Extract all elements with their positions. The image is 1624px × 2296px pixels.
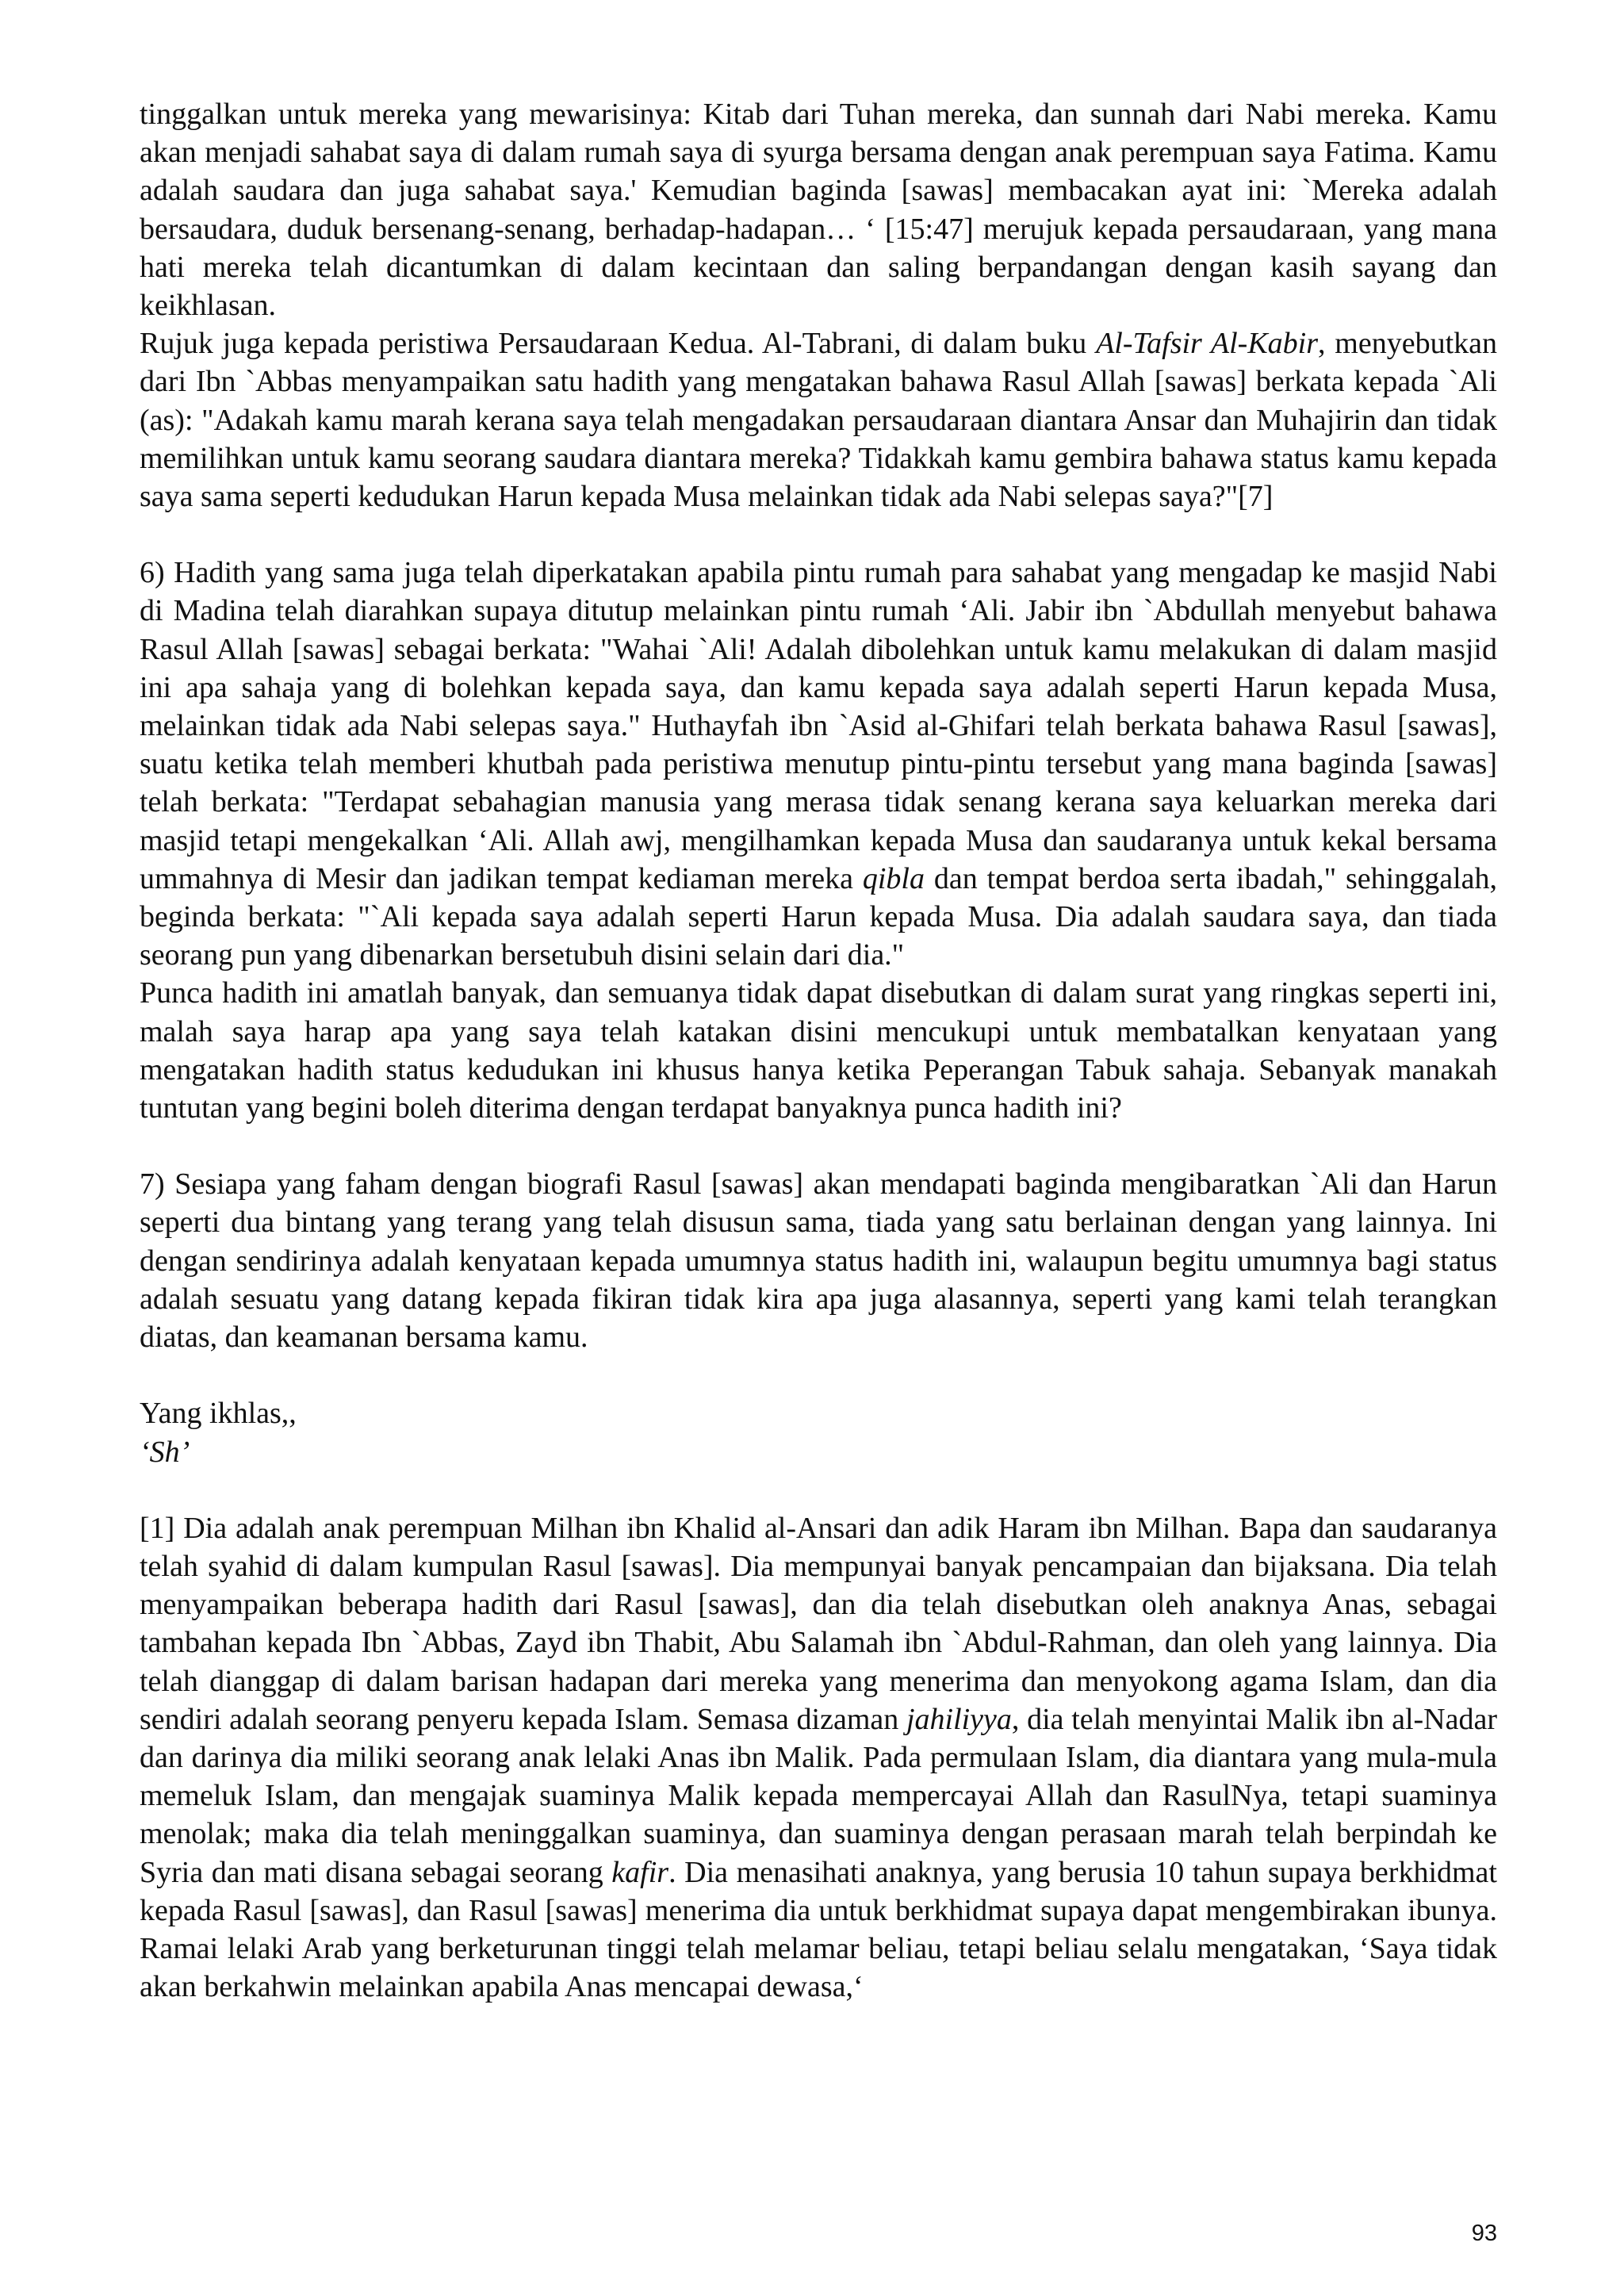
footnote-1 — [140, 1509, 1497, 2007]
paragraph-5-text: 7) Sesiapa yang faham dengan biografi Rasul [sawas] akan mendapati baginda mengibaratkan `Ali dan Harun seperti dua bintang yang terang yang telah disusun sama, tiada yang satu berlainan dengan yang lainnya. Ini dengan sendirinya adalah kenyataan kepada umumnya status hadith ini, walaupun begitu umumnya bagi status adalah sesuatu yang datang kepada fikiran tidak kira apa juga alasannya, seperti yang kami telah terangkan diatas, dan keamanan bersama kamu. — [140, 1167, 1497, 1355]
page-content — [140, 95, 1497, 2006]
signature: ‘Sh’ — [140, 1435, 190, 1469]
paragraph-5 — [140, 1165, 1497, 1356]
paragraph-4 — [140, 974, 1497, 1127]
paragraph-3 — [140, 554, 1497, 974]
paragraph-gap — [140, 1356, 1497, 1394]
paragraph-3-text-end: dan tempat berdoa serta ibadah," sehinggalah, beginda berkata: "`Ali kepada saya adalah seperti Harun kepada Musa. Dia adalah saudara saya, dan tiada seorang pun yang dibenarkan bersetubuh disini selain dari dia." — [140, 861, 1497, 972]
paragraph-gap — [140, 1127, 1497, 1165]
footnote-text-2: , dia telah menyintai Malik ibn al-Nadar dan darinya dia miliki seorang anak lelaki Anas ibn Malik. Pada permulaan Islam, dia diantara yang mula-mula memeluk Islam, dan mengajak suaminya Malik kepada mempercayai Allah dan RasulNya, tetapi suaminya menolak; maka dia telah meninggalkan suaminya, dan suaminya dengan perasaan marah telah berpindah ke Syria dan mati disana sebagai seorang — [140, 1702, 1498, 1889]
paragraph-2 — [140, 324, 1497, 516]
footnote-text-3: . Dia menasihati anaknya, yang berusia 10 tahun supaya berkhidmat kepada Rasul [sawas], dan Rasul [sawas] menerima dia untuk berkhidmat supaya dapat mengembirakan ibunya. Ramai lelaki Arab yang berketurunan tinggi telah melamar beliau, tetapi beliau selalu mengatakan, ‘Saya tidak akan berkahwin melainkan apabila Anas mencapai dewasa,‘ — [140, 1855, 1497, 2004]
paragraph-1 — [140, 95, 1497, 324]
paragraph-2-text-end: , menyebutkan dari Ibn `Abbas menyampaikan satu hadith yang mengatakan bahawa Rasul Allah [sawas] berkata kepada `Ali (as): "Adakah kamu marah kerana saya telah mengadakan persaudaraan diantara Ansar dan Muhajirin dan tidak memilihkan untuk kamu seorang saudara diantara mereka? Tidakkah kamu gembira bahawa status kamu kepada saya sama seperti kedudukan Harun kepada Musa melainkan tidak ada Nabi selepas saya?"[7] — [140, 327, 1497, 514]
paragraph-4-text: Punca hadith ini amatlah banyak, dan semuanya tidak dapat disebutkan di dalam surat yang ringkas seperti ini, malah saya harap apa yang saya telah katakan disini mencukupi untuk membatalkan kenyataan yang mengatakan hadith status kedudukan ini khusus hanya ketika Peperangan Tabuk sahaja. Sebanyak manakah tuntutan yang begini boleh diterima dengan terdapat banyaknya punca hadith ini? — [140, 976, 1497, 1125]
paragraph-2-text-start: Rujuk juga kepada peristiwa Persaudaraan Kedua. Al-Tabrani, di dalam buku — [140, 327, 1097, 361]
italic-term-kafir: kafir — [611, 1855, 669, 1889]
paragraph-gap — [140, 516, 1497, 554]
book-title: Al-Tafsir Al-Kabir — [1096, 327, 1319, 361]
page-number: 93 — [1471, 2221, 1497, 2246]
paragraph-3-text-start: 6) Hadith yang sama juga telah diperkatakan apabila pintu rumah para sahabat yang mengadap ke masjid Nabi di Madina telah diarahkan supaya ditutup melainkan pintu rumah ‘Ali. Jabir ibn `Abdullah menyebut bahawa Rasul Allah [sawas] sebagai berkata: "Wahai `Ali! Adalah dibolehkan untuk kamu melakukan di dalam masjid ini apa sahaja yang di bolehkan kepada saya, dan kamu kepada saya adalah seperti Harun kepada Musa, melainkan tidak ada Nabi selepas saya." Huthayfah ibn `Asid al-Ghifari telah berkata bahawa Rasul [sawas], suatu ketika telah memberi khutbah pada peristiwa menutup pintu-pintu tersebut yang mana baginda [sawas] telah berkata: "Terdapat sebahagian manusia yang merasa tidak senang kerana saya keluarkan mereka dari masjid tetapi mengekalkan ‘Ali. Allah awj, mengilhamkan kepada Musa dan saudaranya untuk kekal bersama ummahnya di Mesir dan jadikan tempat kediaman mereka — [140, 556, 1497, 895]
paragraph-1-text: tinggalkan untuk mereka yang mewarisinya: Kitab dari Tuhan mereka, dan sunnah dari Nabi mereka. Kamu akan menjadi sahabat saya di dalam rumah saya di syurga bersama dengan anak perempuan saya Fatima. Kamu adalah saudara dan juga sahabat saya.' Kemudian baginda [sawas] membacakan ayat ini: `Mereka adalah bersaudara, duduk bersenang-senang, berhadap-hadapan… ‘ [15:47] merujuk kepada persaudaraan, yang mana hati mereka telah dicantumkan di dalam kecintaan dan saling berpandangan dengan kasih sayang dan keikhlasan. — [140, 98, 1497, 323]
closing-salutation: Yang ikhlas,, — [140, 1397, 297, 1431]
paragraph-gap — [140, 1471, 1497, 1509]
italic-term-jahiliyya: jahiliyya — [906, 1702, 1012, 1736]
italic-term-qibla: qibla — [862, 861, 925, 895]
footnote-text-1: [1] Dia adalah anak perempuan Milhan ibn Khalid al-Ansari dan adik Haram ibn Milhan. Bapa dan saudaranya telah syahid di dalam kumpulan Rasul [sawas]. Dia mempunyai banyak pencampaian dan bijaksana. Dia telah menyampaikan beberapa hadith dari Rasul [sawas], dan dia telah disebutkan oleh anaknya Anas, sebagai tambahan kepada Ibn `Abbas, Zayd ibn Thabit, Abu Salamah ibn `Abdul-Rahman, dan oleh yang lainnya. Dia telah dianggap di dalam barisan hadapan dari mereka yang menerima dan menyokong agama Islam, dan dia sendiri adalah seorang penyeru kepada Islam. Semasa dizaman — [140, 1511, 1497, 1736]
